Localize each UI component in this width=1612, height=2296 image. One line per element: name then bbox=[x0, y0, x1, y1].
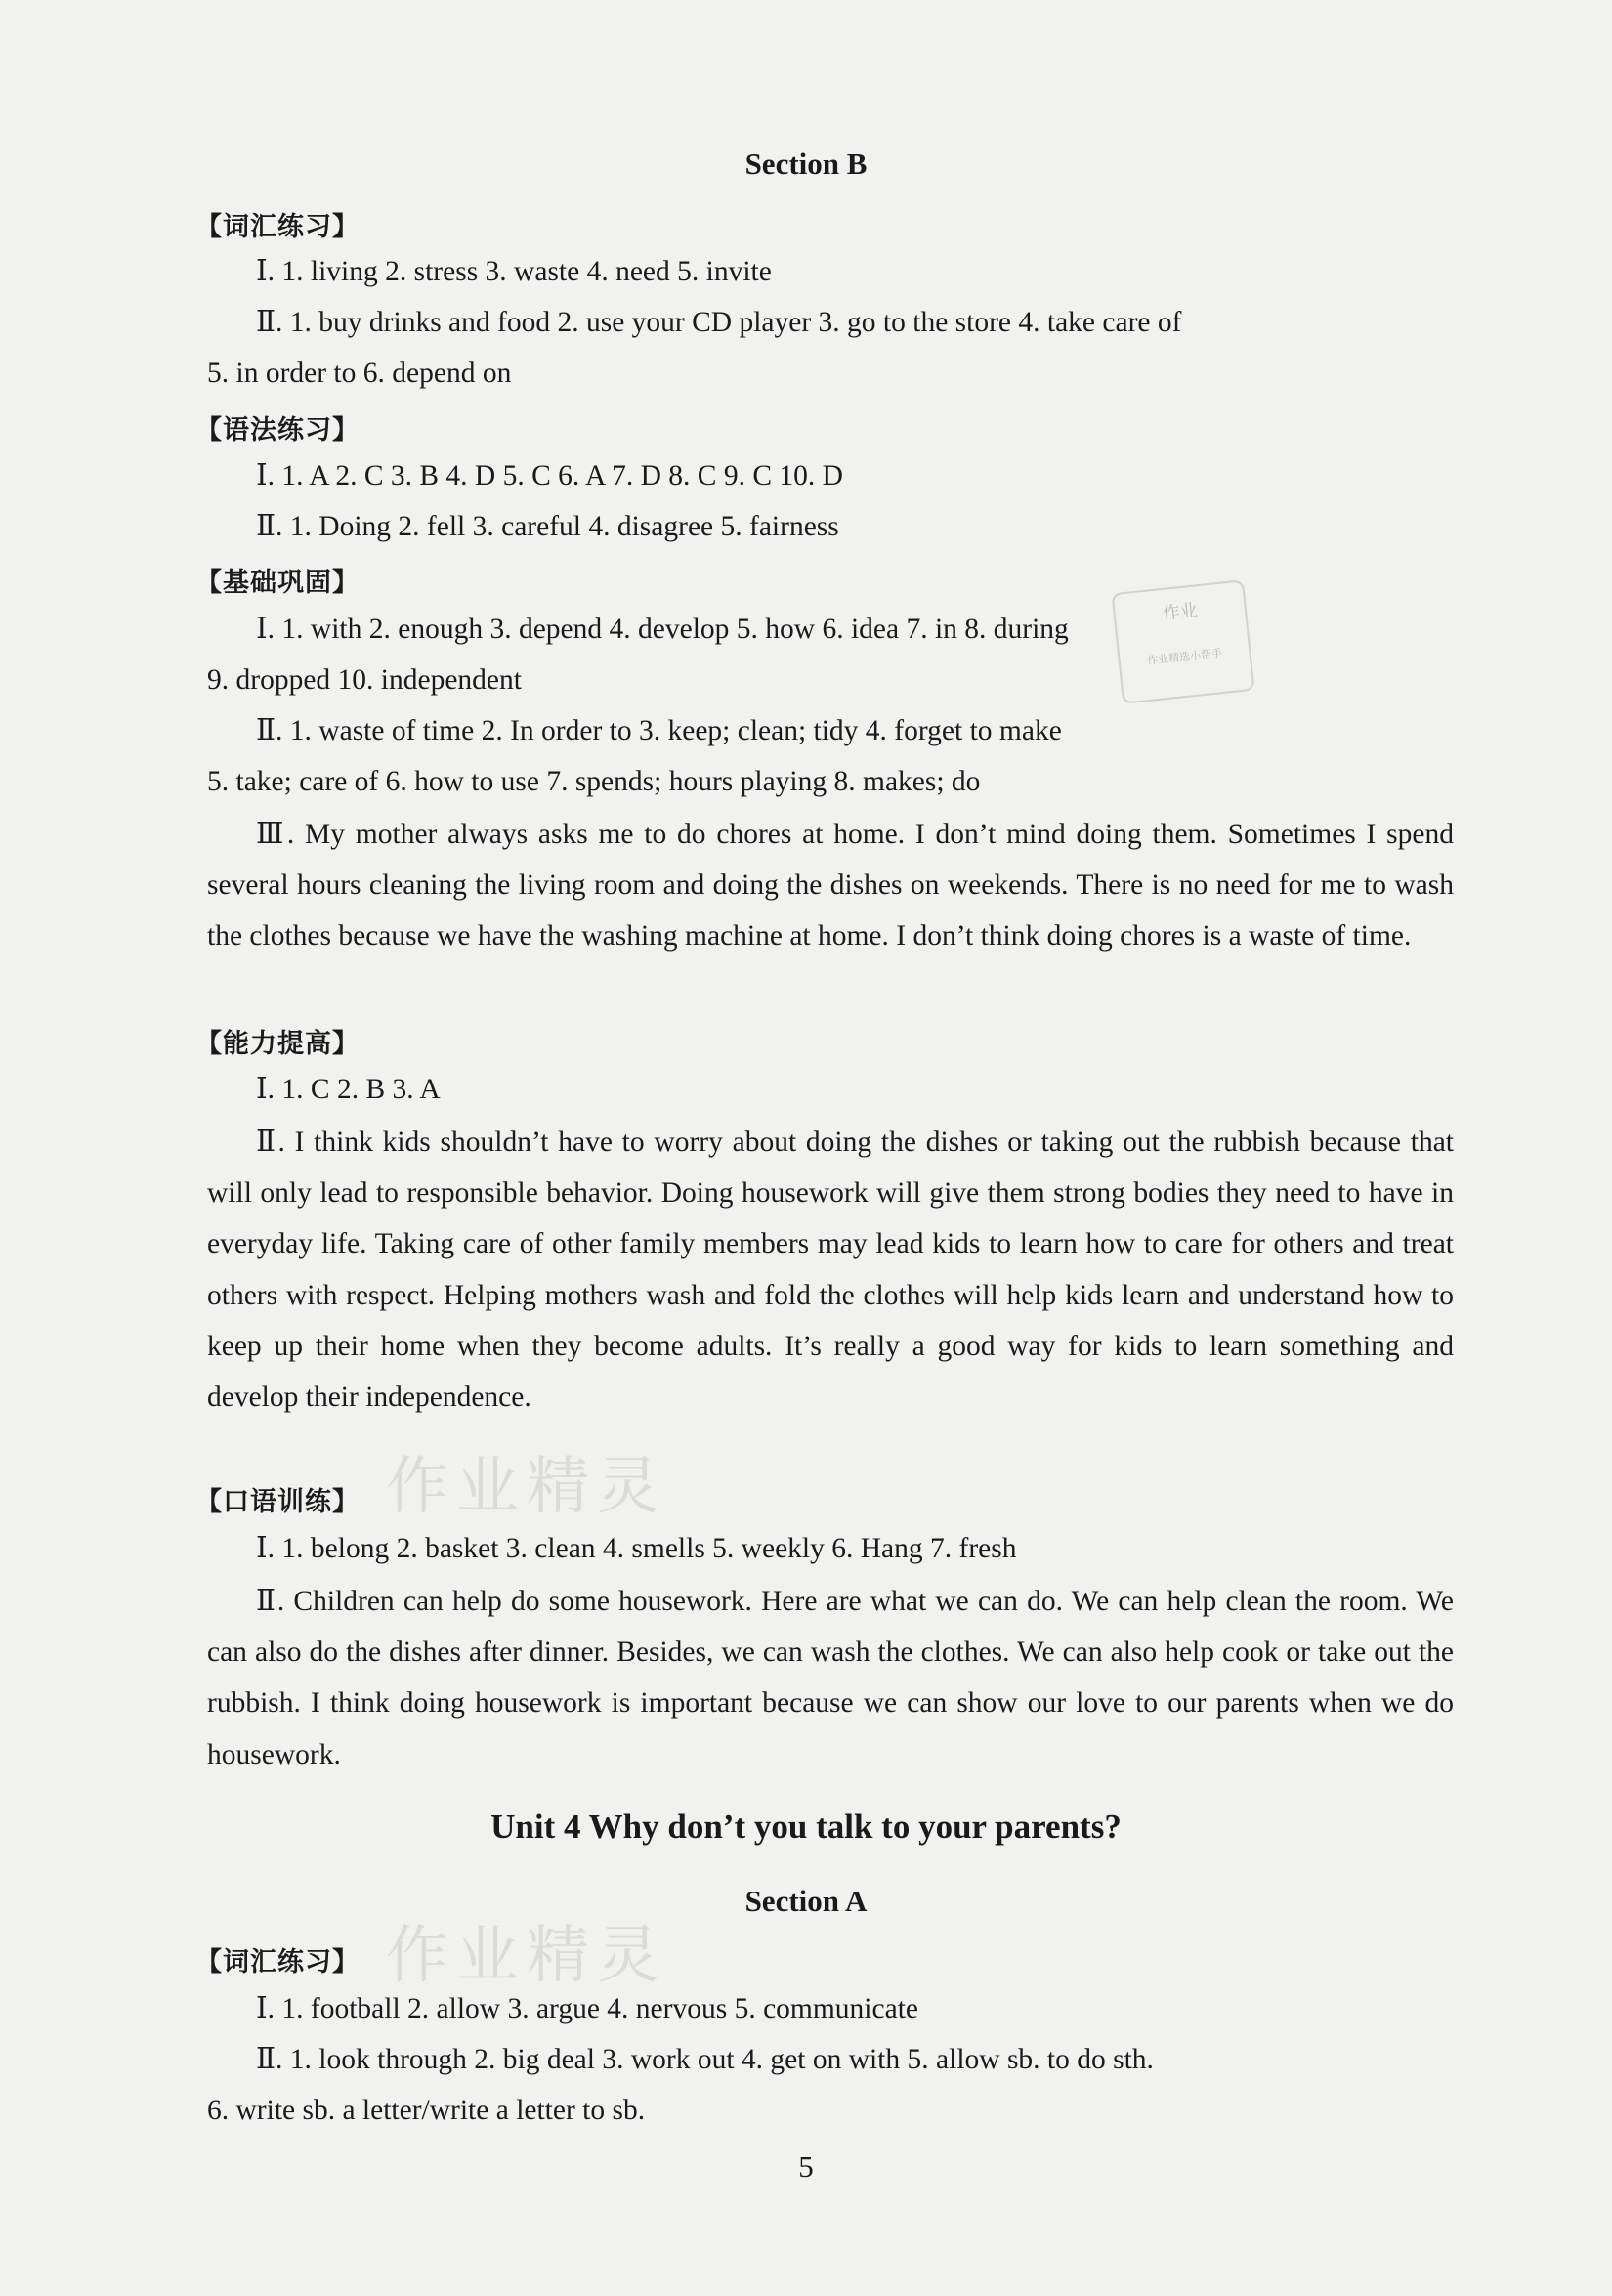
vocab-answers-2b: 5. in order to 6. depend on bbox=[207, 358, 512, 389]
stamp-text-top: 作业 bbox=[1161, 600, 1199, 624]
page-number: 5 bbox=[798, 2149, 814, 2184]
unit4-vocab-answers-1: Ⅰ. 1. football 2. allow 3. argue 4. nervous 5. communicate bbox=[256, 1993, 918, 2024]
unit4-section-a-title: Section A bbox=[744, 1884, 868, 1918]
basic-answers-3-paragraph: Ⅲ. My mother always asks me to do chores at home. I don’t mind doing them. Sometimes I spend several hours cleaning the living room and doing the dishes on weekends. There is no need for me to wash the clothes because we have the washing machine at home. I don’t think doing chores is a waste of time. bbox=[207, 819, 1454, 953]
grammar-answers-2: Ⅱ. 1. Doing 2. fell 3. careful 4. disagree 5. fairness bbox=[256, 511, 839, 542]
basic-consolidation-label: 【基础巩固】 bbox=[195, 568, 360, 598]
grammar-answers-1: Ⅰ. 1. A 2. C 3. B 4. D 5. C 6. A 7. D 8. C 9. C 10. D bbox=[256, 460, 843, 491]
vocab-answers-1: Ⅰ. 1. living 2. stress 3. waste 4. need 5. invite bbox=[256, 256, 772, 287]
basic-answers-2a: Ⅱ. 1. waste of time 2. In order to 3. keep; clean; tidy 4. forget to make bbox=[256, 715, 1062, 746]
ability-answers-2-paragraph: Ⅱ. I think kids shouldn’t have to worry about doing the dishes or taking out the rubbish because that will only lead to responsible behavior. Doing housework will give them strong bodies they need to have in everyday life. Taking care of other family members may lead kids to learn how to care for others and treat others with respect. Helping mothers wash and fold the clothes will help kids learn and understand how to keep up their home when they become adults. It’s really a good way for kids to learn something and develop their independence. bbox=[207, 1127, 1454, 1414]
basic-answers-1b: 9. dropped 10. independent bbox=[207, 664, 522, 696]
unit4-title: Unit 4 Why don’t you talk to your parents? bbox=[490, 1807, 1122, 1846]
watermark-text-1: 作业精灵 bbox=[386, 1451, 667, 1523]
ability-improvement-label: 【能力提高】 bbox=[195, 1029, 360, 1059]
vocab-answers-2a: Ⅱ. 1. buy drinks and food 2. use your CD player 3. go to the store 4. take care of bbox=[256, 307, 1182, 338]
stamp-watermark bbox=[1111, 579, 1254, 704]
vocab-practice-label: 【词汇练习】 bbox=[195, 212, 360, 242]
watermark-text-2: 作业精灵 bbox=[386, 1920, 667, 1992]
stamp-text-bottom: 作业精选小帮手 bbox=[1146, 646, 1223, 667]
basic-answers-1a: Ⅰ. 1. with 2. enough 3. depend 4. develop 5. how 6. idea 7. in 8. during bbox=[256, 614, 1069, 645]
basic-answers-2b: 5. take; care of 6. how to use 7. spends; hours playing 8. makes; do bbox=[207, 766, 981, 797]
grammar-practice-label: 【语法练习】 bbox=[195, 415, 360, 446]
oral-answers-1: Ⅰ. 1. belong 2. basket 3. clean 4. smells 5. weekly 6. Hang 7. fresh bbox=[256, 1533, 1017, 1564]
unit4-vocab-answers-2b: 6. write sb. a letter/write a letter to sb. bbox=[207, 2095, 646, 2126]
oral-training-label: 【口语训练】 bbox=[195, 1487, 360, 1517]
oral-answers-2-paragraph: Ⅱ. Children can help do some housework. Here are what we can do. We can help clean the room. We can also do the dishes after dinner. Besides, we can wash the clothes. We can also help cook or take out the rubbish. I think doing housework is important because we can show our love to our parents when we do housework. bbox=[207, 1586, 1454, 1770]
unit4-vocab-practice-label: 【词汇练习】 bbox=[195, 1947, 360, 1977]
section-b-title: Section B bbox=[744, 147, 868, 181]
unit4-vocab-answers-2a: Ⅱ. 1. look through 2. big deal 3. work out 4. get on with 5. allow sb. to do sth. bbox=[256, 2044, 1154, 2075]
ability-answers-1: Ⅰ. 1. C 2. B 3. A bbox=[256, 1074, 441, 1105]
